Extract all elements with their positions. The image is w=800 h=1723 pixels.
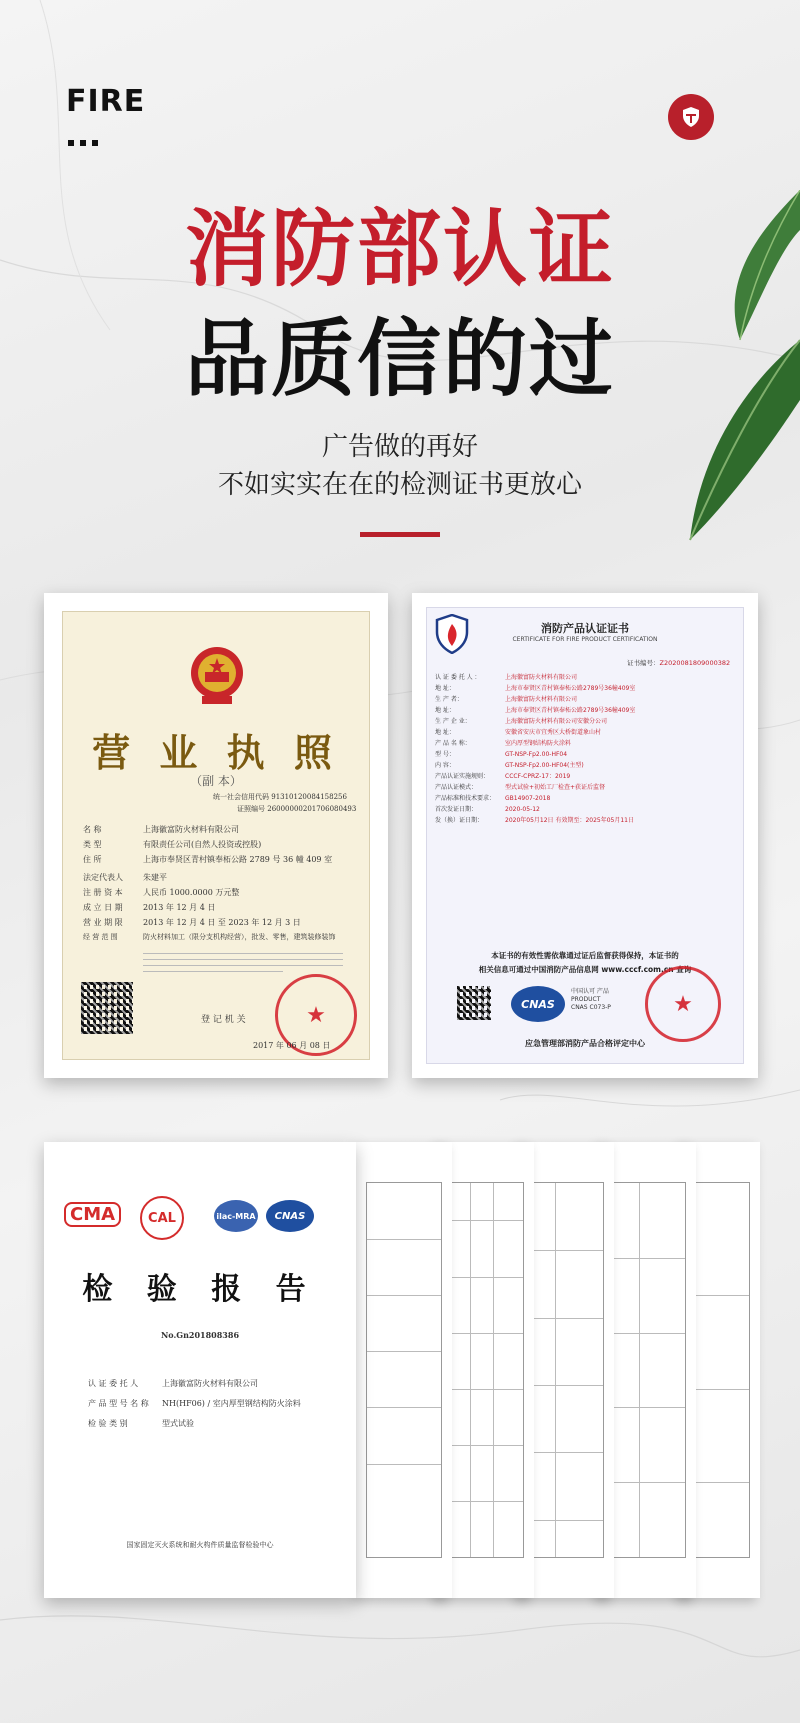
cert-field: 发（换）证日期： 2020年05月12日 有效期至：2025年05月11日 (435, 817, 634, 824)
cert-notice-2: 相关信息可通过中国消防产品信息网 www.cccf.com.cn 查询 (478, 965, 692, 974)
report-number: No.Gn201808386 (160, 1330, 240, 1340)
cert-no-key: 证书编号： (627, 659, 660, 667)
cert-title: 消防产品认证证书 (541, 622, 629, 635)
cnas-logo-icon (511, 986, 565, 1022)
report-field: 产 品 型 号 名 称 NH(HF06) / 室内厚型钢结构防火涂料 (88, 1399, 301, 1408)
cert-seal: ★ (645, 966, 721, 1042)
reg-no-label (237, 804, 356, 814)
cert-field: 产品认证模式： 型式试验+初始工厂检查+获证后监督 (435, 784, 606, 791)
cal-logo-icon (140, 1196, 184, 1240)
cma-logo-label: CMA (70, 1204, 116, 1225)
ilac-logo-label: ilac-MRA (216, 1211, 256, 1221)
license-scope-lines (143, 948, 343, 977)
product-certificate-frame (412, 593, 758, 1078)
license-field: 成 立 日 期 2013 年 12 月 4 日 (83, 903, 216, 912)
license-issuer: 登 记 机 关 (201, 1015, 246, 1025)
subtitle-line-2: 不如实实在在的检测证书更放心 (217, 470, 582, 500)
brand-label: FIRE (66, 84, 146, 119)
test-report-cover (44, 1142, 356, 1598)
cnas-logo-label: CNAS (521, 997, 555, 1011)
national-emblem-icon (190, 644, 244, 706)
cert-field: 型 号： GT-NSP-Fp2.00-HF04 (435, 751, 568, 758)
cert-notice-1: 本证书的有效性需依靠通过证后监督获得保持，本证书的 (491, 951, 679, 960)
cert-field: 产 品 名 称： 室内厚型钢结构防火涂料 (435, 740, 572, 747)
reg-no-value: 26000000201706080493 (267, 805, 357, 813)
cert-field: 地 址： 上海市奉贤区青村镇奉柘公路2789号36幢409室 (435, 685, 636, 692)
report-field: 认 证 委 托 人 上海徽富防火材料有限公司 (88, 1379, 258, 1388)
subtitle-line-1: 广告做的再好 (321, 432, 478, 462)
business-license-frame (44, 593, 388, 1078)
license-field: 住 所 上海市奉贤区青村镇奉柘公路 2789 号 36 幢 409 室 (83, 855, 333, 864)
license-field: 名 称 上海徽富防火材料有限公司 (83, 825, 239, 834)
credit-code-label (213, 792, 347, 802)
product-certificate (426, 607, 744, 1064)
credit-code-key: 统一社会信用代码 (213, 793, 269, 801)
cert-field: 地 址： 安徽省安庆市宜秀区大桥街道象山村 (435, 729, 602, 736)
credit-code-value: 91310120084158256 (271, 793, 347, 801)
report-field: 检 验 类 别 型式试验 (88, 1419, 194, 1428)
cnas-report-logo-label: CNAS (274, 1210, 306, 1222)
license-field: 注 册 资 本 人民币 1000.0000 万元整 (83, 888, 240, 897)
license-date: 2017 年 06 月 08 日 (253, 1041, 331, 1050)
license-seal: ★ (275, 974, 357, 1056)
ilac-mra-logo-icon (214, 1200, 258, 1232)
report-issuer: 国家固定灭火系统和耐火构件质量监督检验中心 (126, 1541, 274, 1549)
cert-no-label (627, 658, 730, 667)
license-field: 营 业 期 限 2013 年 12 月 4 日 至 2023 年 12 月 3 日 (83, 918, 301, 927)
brand-dots (68, 140, 98, 146)
cert-field: 首次发证日期： 2020-05-12 (435, 806, 540, 813)
cnas-report-logo-icon (266, 1200, 314, 1232)
cert-title-en: CERTIFICATE FOR FIRE PRODUCT CERTIFICATION (512, 636, 658, 643)
cert-field: 生 产 企 业： 上海徽富防火材料有限公司安徽分公司 (435, 718, 608, 725)
license-field: 经 营 范 围 防火材料加工（限分支机构经营），批发、零售，建筑装修装饰 (83, 933, 336, 941)
license-field: 类 型 有限责任公司(自然人投资或控股) (83, 840, 262, 849)
license-field: 法定代表人 朱建平 (83, 873, 167, 882)
cnas-text: 中国认可 产品 PRODUCT CNAS C073-P (571, 988, 611, 1011)
cert-field: 内 容： GT-NSP-Fp2.00-HF04(主型) (435, 762, 584, 769)
cert-field: 生 产 者： 上海徽富防火材料有限公司 (435, 696, 578, 703)
license-title: 营 业 执 照 (92, 730, 340, 775)
license-qr-code (81, 982, 133, 1034)
report-title: 检 验 报 告 (82, 1272, 318, 1307)
cma-logo-icon (64, 1202, 121, 1227)
cert-no-value: Z2020081809000382 (659, 659, 731, 667)
license-copy-label: （副 本） (190, 774, 242, 788)
cal-logo-label: CAL (148, 1210, 176, 1226)
shield-icon (668, 94, 714, 140)
cert-issuer: 应急管理部消防产品合格评定中心 (525, 1039, 645, 1048)
headline-red: 消防部认证 (184, 200, 615, 298)
cert-field: 认 证 委 托 人 ： 上海徽富防火材料有限公司 (435, 674, 578, 681)
cert-qr-code (457, 986, 491, 1020)
headline-black: 品质信的过 (184, 310, 615, 408)
divider (360, 532, 440, 537)
cert-field: 产品标准和技术要求： GB14907-2018 (435, 795, 551, 802)
cert-field: 地 址： 上海市奉贤区青村镇奉柘公路2789号36幢409室 (435, 707, 636, 714)
cert-field: 产品认证实施规则： CCCF-CPRZ-17：2019 (435, 773, 571, 780)
reg-no-key: 证照编号 (237, 805, 265, 813)
cert-fields (435, 672, 735, 826)
business-license (62, 611, 370, 1060)
report-page (356, 1142, 452, 1598)
